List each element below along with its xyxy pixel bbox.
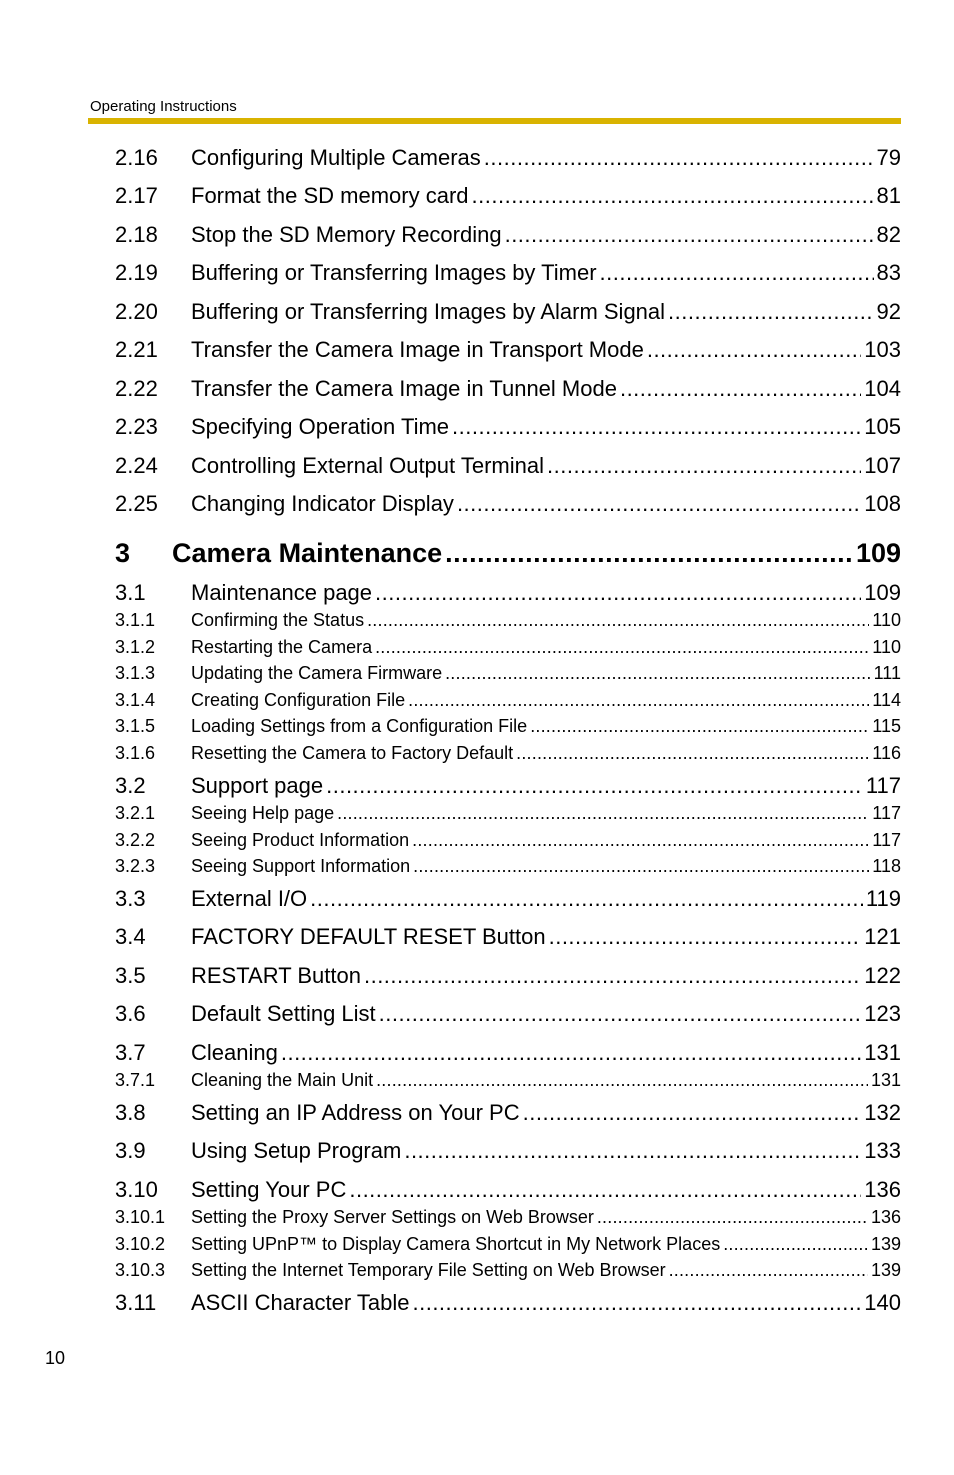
toc-entry-title: Setting the Proxy Server Settings on Web Browser [191, 1207, 594, 1227]
toc-entry-number: 3.2.1 [115, 803, 156, 823]
toc-entry[interactable] [115, 772, 901, 800]
toc-leader-dots [505, 221, 874, 249]
toc-entry[interactable] [115, 662, 901, 684]
toc-entry[interactable] [115, 636, 901, 658]
toc-entry-title: Setting UPnP™ to Display Camera Shortcut in My Network Places [191, 1234, 721, 1254]
toc-leader-dots [367, 609, 869, 631]
toc-entry-title: Seeing Help page [191, 803, 335, 823]
toc-entry-title: Controlling External Output Terminal [191, 453, 544, 478]
toc-entry-title: Updating the Camera Firmware [191, 663, 443, 683]
toc-entry-page: 136 [870, 1207, 901, 1227]
toc-entry-page: 107 [864, 453, 901, 478]
toc-entry-title: Setting the Internet Temporary File Setting on Web Browser [191, 1260, 666, 1280]
toc-entry[interactable] [115, 885, 901, 913]
toc-entry[interactable] [115, 579, 901, 607]
toc-entry[interactable] [115, 742, 901, 764]
toc-entry-page: 81 [876, 183, 901, 208]
toc-leader-dots [310, 885, 863, 913]
toc-leader-dots [516, 742, 869, 764]
toc-entry-number: 3.6 [115, 1001, 146, 1026]
toc-leader-dots [669, 1259, 868, 1281]
toc-entry-title: Stop the SD Memory Recording [191, 222, 502, 247]
toc-entry-number: 3.2.2 [115, 830, 156, 850]
toc-entry-title: Seeing Support Information [191, 856, 411, 876]
toc-entry-title: Transfer the Camera Image in Tunnel Mode [191, 376, 617, 401]
toc-entry-title: Default Setting List [191, 1001, 376, 1026]
toc-entry-title: Cleaning the Main Unit [191, 1070, 374, 1090]
toc-entry-number: 3.10.3 [115, 1260, 166, 1280]
toc-entry[interactable] [115, 1099, 901, 1127]
toc-entry-title: Support page [191, 773, 324, 798]
toc-entry-title: Resetting the Camera to Factory Default [191, 743, 514, 763]
toc-entry-number: 3.3 [115, 886, 146, 911]
toc-entry-number: 3.1.2 [115, 637, 156, 657]
toc-entry-page: 139 [870, 1234, 901, 1254]
toc-entry-title: Buffering or Transferring Images by Alarm Signal [191, 299, 666, 324]
toc-entry-page: 121 [864, 924, 901, 949]
toc-entry-number: 3.9 [115, 1138, 146, 1163]
toc-entry[interactable] [115, 452, 901, 480]
toc-entry-title: Transfer the Camera Image in Transport Mode [191, 337, 644, 362]
toc-entry-page: 103 [864, 337, 901, 362]
toc-leader-dots [445, 536, 853, 570]
toc-entry-title: Seeing Product Information [191, 830, 410, 850]
toc-entry-number: 3.10.1 [115, 1207, 166, 1227]
toc-entry-page: 139 [870, 1260, 901, 1280]
toc-entry-page: 82 [876, 222, 901, 247]
toc-entry-page: 117 [872, 803, 901, 823]
toc-entry-title: Setting an IP Address on Your PC [191, 1100, 520, 1125]
toc-entry-number: 2.18 [115, 222, 158, 247]
toc-entry[interactable] [115, 1069, 901, 1091]
toc-leader-dots [404, 1137, 861, 1165]
toc-entry-number: 3.2.3 [115, 856, 156, 876]
toc-entry-title: Configuring Multiple Cameras [191, 145, 481, 170]
toc-leader-dots [379, 1000, 862, 1028]
toc-entry-page: 136 [864, 1177, 901, 1202]
toc-entry-title: Specifying Operation Time [191, 414, 450, 439]
toc-entry-title: Changing Indicator Display [191, 491, 454, 516]
toc-entry-number: 3.10 [115, 1177, 158, 1202]
toc-leader-dots [472, 182, 874, 210]
toc-entry[interactable] [115, 144, 901, 172]
toc-entry-number: 3.4 [115, 924, 146, 949]
toc-entry-page: 133 [864, 1138, 901, 1163]
page-number: 10 [45, 1348, 66, 1368]
toc-entry-title: FACTORY DEFAULT RESET Button [191, 924, 546, 949]
toc-entry-page: 117 [865, 773, 901, 798]
toc-entry-title: RESTART Button [191, 963, 361, 988]
toc-entry-title: Restarting the Camera [191, 637, 373, 657]
toc-entry[interactable] [115, 1137, 901, 1165]
toc-entry-page: 119 [865, 886, 901, 911]
toc-entry-page: 115 [872, 716, 901, 736]
toc-entry[interactable] [115, 1039, 901, 1067]
toc-entry-title: Maintenance page [191, 580, 373, 605]
toc-entry-title: Loading Settings from a Configuration File [191, 716, 528, 736]
toc-entry-page: 117 [872, 830, 901, 850]
toc-entry[interactable] [115, 715, 901, 737]
toc-entry-page: 108 [864, 491, 901, 516]
toc-entry-page: 104 [864, 376, 901, 401]
toc-entry-title: Creating Configuration File [191, 690, 406, 710]
toc-leader-dots [408, 689, 869, 711]
running-header: Operating Instructions [90, 98, 237, 115]
toc-entry-number: 3.8 [115, 1100, 146, 1125]
toc-entry-number: 2.21 [115, 337, 158, 362]
toc-entry[interactable] [115, 962, 901, 990]
toc-entry-page: 92 [876, 299, 901, 324]
toc-entry-title: Confirming the Status [191, 610, 365, 630]
toc-entry[interactable] [115, 259, 901, 287]
toc-leader-dots [549, 923, 862, 951]
toc-entry-number: 2.23 [115, 414, 158, 439]
toc-entry[interactable] [115, 182, 901, 210]
toc-leader-dots [484, 144, 874, 172]
toc-entry[interactable] [115, 1233, 901, 1255]
toc-entry-page: 109 [855, 538, 901, 568]
toc-entry-page: 123 [864, 1001, 901, 1026]
toc-entry-number: 2.25 [115, 491, 158, 516]
toc-entry[interactable] [115, 689, 901, 711]
toc-entry[interactable] [115, 829, 901, 851]
toc-entry[interactable] [115, 855, 901, 877]
toc-entry[interactable] [115, 221, 901, 249]
toc-entry-page: 79 [876, 145, 901, 170]
toc-leader-dots [412, 829, 869, 851]
toc-entry-number: 3.1.4 [115, 690, 156, 710]
toc-entry[interactable] [115, 609, 901, 631]
toc-leader-dots [457, 490, 861, 518]
toc-leader-dots [620, 375, 861, 403]
toc-entry-page: 105 [864, 414, 901, 439]
toc-leader-dots [375, 579, 861, 607]
toc-entry[interactable] [115, 298, 901, 326]
toc-entry-page: 83 [876, 260, 901, 285]
toc-entry[interactable] [115, 1206, 901, 1228]
toc-entry-title: Using Setup Program [191, 1138, 402, 1163]
toc-leader-dots [547, 452, 861, 480]
toc-entry-title: External I/O [191, 886, 308, 911]
toc-leader-dots [723, 1233, 868, 1255]
toc-entry-number: 3 [115, 538, 131, 568]
toc-entry-page: 110 [872, 610, 901, 630]
toc-entry-page: 114 [872, 690, 901, 710]
toc-leader-dots [597, 1206, 868, 1228]
toc-entry-page: 109 [864, 580, 901, 605]
toc-entry[interactable] [115, 1176, 901, 1204]
toc-entry-number: 3.1.6 [115, 743, 156, 763]
toc-leader-dots [413, 855, 869, 877]
toc-entry-number: 3.7.1 [115, 1070, 156, 1090]
toc-leader-dots [445, 662, 871, 684]
toc-entry[interactable] [115, 490, 901, 518]
toc-entry[interactable] [115, 802, 901, 824]
toc-entry-number: 3.10.2 [115, 1234, 166, 1254]
toc-leader-dots [523, 1099, 862, 1127]
toc-leader-dots [530, 715, 869, 737]
toc-leader-dots [337, 802, 869, 824]
toc-entry-page: 122 [864, 963, 901, 988]
toc-entry-number: 3.1.5 [115, 716, 156, 736]
toc-entry-page: 140 [864, 1290, 901, 1315]
toc-leader-dots [600, 259, 874, 287]
toc-entry-number: 3.1.1 [115, 610, 156, 630]
toc-entry[interactable] [115, 1000, 901, 1028]
toc-entry-title: Buffering or Transferring Images by Timer [191, 260, 597, 285]
toc-entry-title: Camera Maintenance [172, 538, 443, 568]
toc-entry-title: ASCII Character Table [191, 1290, 410, 1315]
toc-leader-dots [364, 962, 861, 990]
toc-entry-number: 3.5 [115, 963, 146, 988]
toc-entry-page: 132 [864, 1100, 901, 1125]
toc-leader-dots [326, 772, 863, 800]
toc-entry-number: 2.16 [115, 145, 158, 170]
toc-entry[interactable] [115, 375, 901, 403]
toc-entry-number: 2.24 [115, 453, 158, 478]
toc-entry-number: 2.22 [115, 376, 158, 401]
toc-leader-dots [412, 1289, 861, 1317]
toc-entry-number: 3.7 [115, 1040, 146, 1065]
toc-entry-number: 3.2 [115, 773, 146, 798]
toc-entry-title: Cleaning [191, 1040, 278, 1065]
toc-entry-number: 3.1 [115, 580, 146, 605]
toc-leader-dots [375, 636, 869, 658]
toc-entry[interactable] [115, 1259, 901, 1281]
toc-leader-dots [376, 1069, 868, 1091]
toc-entry-number: 3.11 [115, 1290, 157, 1315]
toc-entry-number: 2.17 [115, 183, 158, 208]
toc-entry-number: 2.19 [115, 260, 158, 285]
toc-entry-title: Setting Your PC [191, 1177, 347, 1202]
toc-entry-title: Format the SD memory card [191, 183, 469, 208]
toc-entry-number: 2.20 [115, 299, 158, 324]
toc-leader-dots [668, 298, 873, 326]
toc-entry[interactable] [115, 536, 901, 570]
toc-entry-number: 3.1.3 [115, 663, 156, 683]
toc-entry[interactable] [115, 413, 901, 441]
toc-entry-page: 110 [872, 637, 901, 657]
toc-leader-dots [647, 336, 861, 364]
toc-entry[interactable] [115, 1289, 901, 1317]
toc-entry[interactable] [115, 923, 901, 951]
toc-entry-page: 111 [873, 663, 901, 683]
toc-entry[interactable] [115, 336, 901, 364]
toc-leader-dots [452, 413, 861, 441]
toc-entry-page: 131 [870, 1070, 901, 1090]
toc-entry-page: 116 [872, 743, 901, 763]
toc-entry-page: 131 [864, 1040, 901, 1065]
toc-leader-dots [349, 1176, 861, 1204]
toc-entry-page: 118 [872, 856, 901, 876]
toc-leader-dots [281, 1039, 861, 1067]
